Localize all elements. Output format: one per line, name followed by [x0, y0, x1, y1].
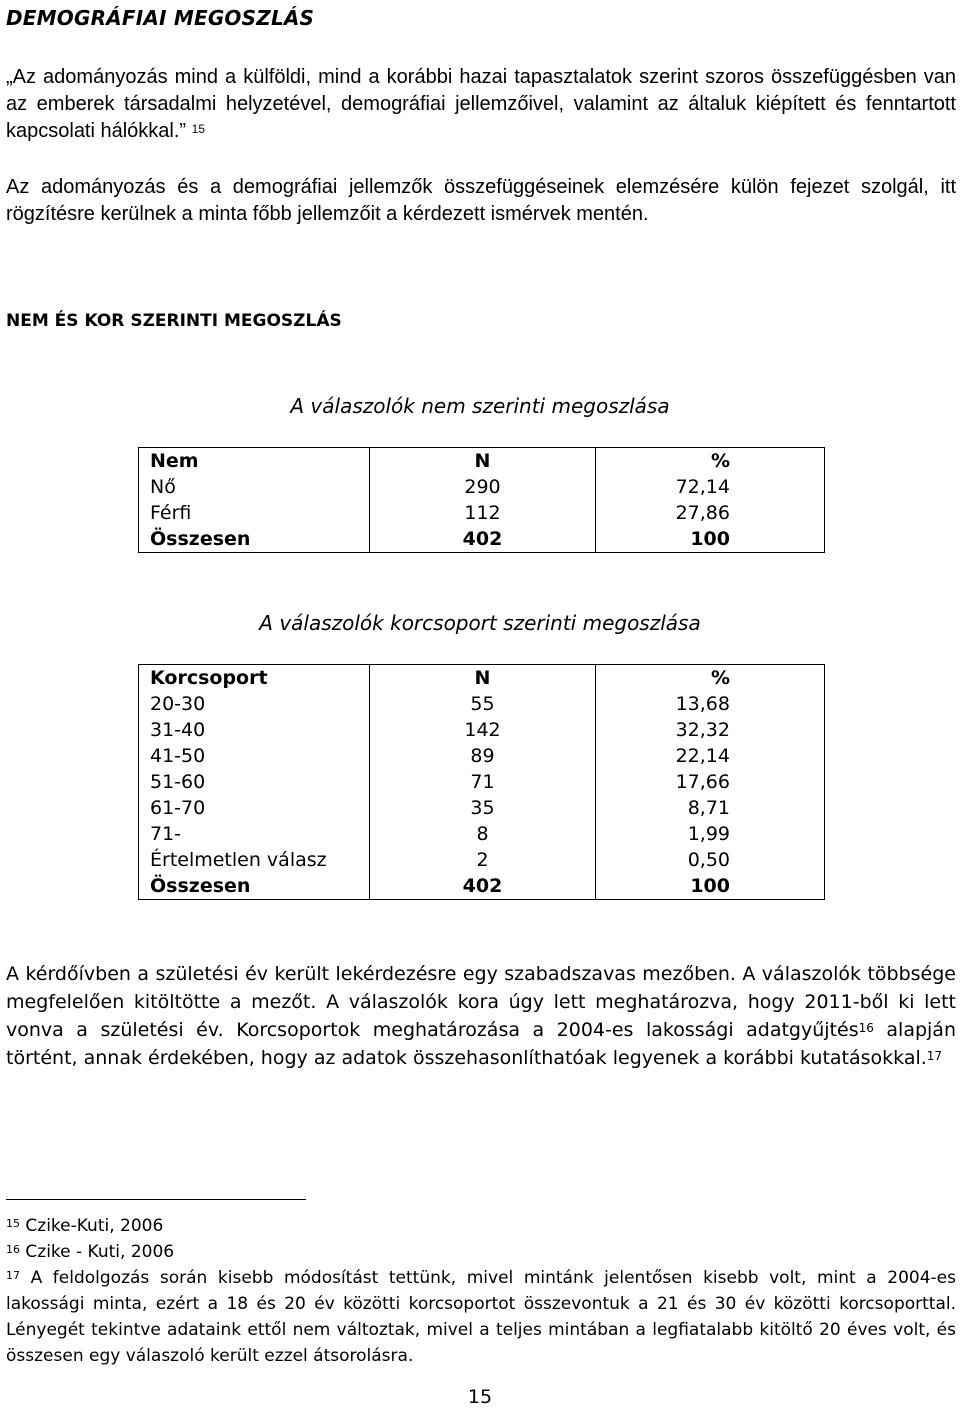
table-row [139, 795, 825, 821]
table-cell: 100 [596, 526, 825, 553]
table-header-row [139, 448, 825, 475]
footnote-ref-15[interactable]: 15 [191, 122, 206, 136]
intro-paragraph: Az adományozás és a demográfiai jellemzők összefüggéseinek elemzésére külön fejezet szolgál, itt rögzítésre kerülnek a minta főbb jellemzőit a kérdezett ismérvek mentén. [6, 176, 956, 225]
table-row [139, 847, 825, 873]
table-cell: 51-60 [150, 771, 206, 793]
header-cell: % [596, 665, 825, 692]
table-cell: Összesen [150, 875, 251, 897]
table-total-row [139, 873, 825, 900]
table-row [139, 821, 825, 847]
table-cell: 89 [370, 743, 596, 769]
table-cell: 2 [370, 847, 596, 873]
method-text-a: A kérdőívben a születési év került lekérdezésre egy szabadszavas mezőben. A válaszolók többsége megfelelően kitöltötte a mezőt. A válaszolók kora úgy lett meghatározva, hogy 2011-ből ki lett vonva a születési év. Korcsoportok meghatározása a 2004-es lakossági adatgyűjtés [6, 963, 956, 1041]
footnote-text: Czike - Kuti, 2006 [20, 1242, 175, 1262]
quote-text: „Az adományozás mind a külföldi, mind a korábbi hazai tapasztalatok szerint szoros összefüggésben van az emberek társadalmi helyzetével, demográfiai jellemzőivel, valamint az általuk kiépített és fenntartott kapcsolati hálókkal.” [6, 66, 956, 142]
table-cell: 71 [370, 769, 596, 795]
footnote-number: 15 [6, 1217, 20, 1230]
table-row [139, 474, 825, 500]
table-cell: Értelmetlen válasz [150, 849, 327, 871]
table-total-row [139, 526, 825, 553]
header-cell: % [596, 448, 825, 475]
table-cell: 61-70 [150, 797, 206, 819]
header-cell: Nem [150, 450, 199, 472]
page-number: 15 [467, 1386, 493, 1408]
table-cell: 100 [596, 873, 825, 900]
table-cell: 20-30 [150, 693, 206, 715]
table2-caption: A válaszolók korcsoport szerinti megoszlása [259, 611, 701, 635]
footnote-ref-16[interactable]: 16 [858, 1021, 874, 1035]
table-row [139, 717, 825, 743]
footnote-number: 17 [6, 1269, 20, 1282]
subsection-heading: NEM ÉS KOR SZERINTI MEGOSZLÁS [6, 311, 342, 331]
table-cell: 402 [370, 873, 596, 900]
table-cell: 55 [370, 691, 596, 717]
table-cell: 13,68 [596, 691, 825, 717]
method-text-b: alapján történt, annak érdekében, hogy az adatok összehasonlíthatóak legyenek a korábbi kutatásokkal. [6, 1019, 956, 1069]
table-cell: 112 [370, 500, 596, 526]
table-cell: 142 [370, 717, 596, 743]
table-row [139, 769, 825, 795]
table-cell: 35 [370, 795, 596, 821]
table-cell: 17,66 [596, 769, 825, 795]
footnote-text: Czike-Kuti, 2006 [20, 1216, 164, 1236]
footnote-text: A feldolgozás során kisebb módosítást tettünk, mivel mintánk jelentősen kisebb volt, mint a 2004-es lakossági minta, ezért a 18 és 20 év közötti korcsoportot összevontuk a 21 és 30 év közötti korcsoporttal. Lényegét tekintve adataink ettől nem változtak, mivel a teljes mintában a legfiatalabb kitöltő 20 éves volt, és összesen egy válaszoló került ezzel átsorolásra. [6, 1268, 956, 1366]
table-cell: 0,50 [596, 847, 825, 873]
age-group-table [138, 664, 825, 900]
table-cell: 72,14 [596, 474, 825, 500]
method-paragraph [6, 960, 956, 1072]
table-row [139, 500, 825, 526]
table-cell: 71- [150, 823, 182, 845]
table-cell: Összesen [150, 528, 251, 550]
footnote-17 [6, 1265, 956, 1369]
table-cell: 1,99 [596, 821, 825, 847]
table-row [139, 743, 825, 769]
table-cell: 27,86 [596, 500, 825, 526]
footnote-15 [6, 1213, 956, 1239]
table-cell: Nő [150, 476, 176, 498]
table-cell: 402 [370, 526, 596, 553]
table-cell: 290 [370, 474, 596, 500]
table-cell: 8 [370, 821, 596, 847]
table-header-row [139, 665, 825, 692]
table-cell: Férfi [150, 502, 192, 524]
footnote-ref-17[interactable]: 17 [926, 1049, 943, 1063]
quote-paragraph [6, 64, 956, 145]
table-row [139, 691, 825, 717]
header-cell: Korcsoport [150, 667, 268, 689]
table-cell: 22,14 [596, 743, 825, 769]
table1-caption: A válaszolók nem szerinti megoszlása [290, 394, 670, 418]
footnote-16 [6, 1239, 956, 1265]
table-cell: 31-40 [150, 719, 206, 741]
table-cell: 8,71 [596, 795, 825, 821]
section-heading: DEMOGRÁFIAI MEGOSZLÁS [6, 6, 315, 30]
header-cell: N [370, 665, 596, 692]
footnote-separator [6, 1199, 306, 1200]
table-cell: 41-50 [150, 745, 206, 767]
table-cell: 32,32 [596, 717, 825, 743]
gender-table [138, 447, 825, 553]
footnote-number: 16 [6, 1243, 20, 1256]
header-cell: N [370, 448, 596, 475]
